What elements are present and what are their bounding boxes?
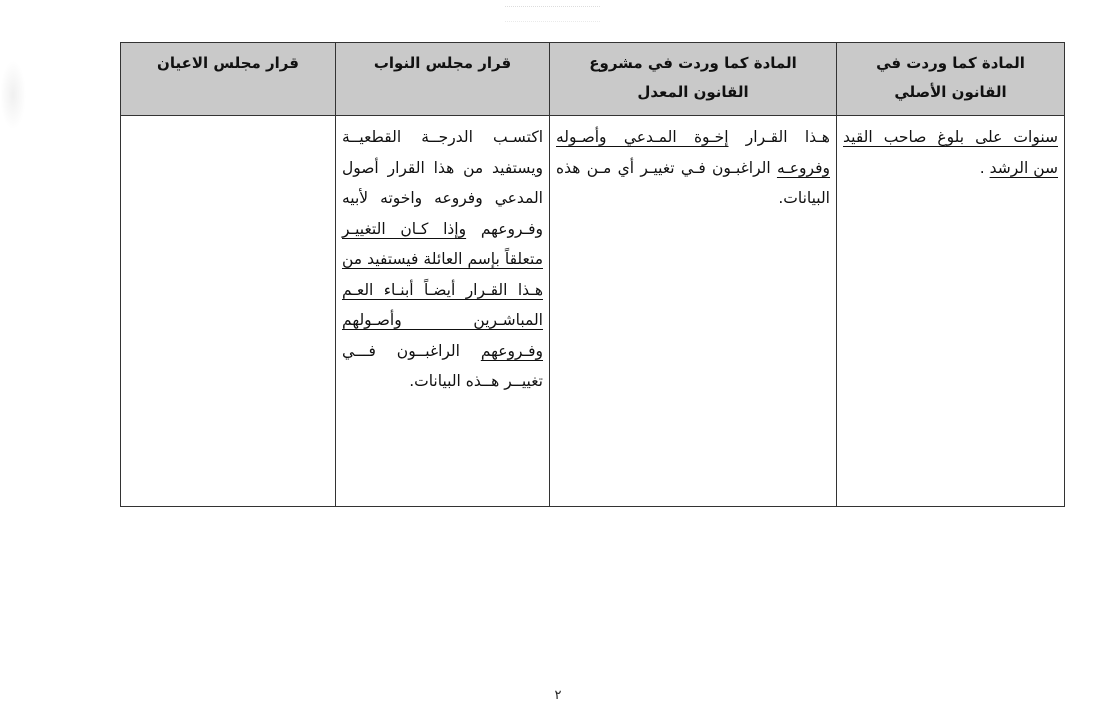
cell-senate-decision: [121, 116, 336, 507]
cell-draft-law: [550, 116, 837, 507]
header-senate-decision: قرار مجلس الاعيان: [121, 43, 336, 116]
draft-law-underlined: إخـوة المـدعي وأصـوله وفروعـه: [556, 128, 830, 177]
cell-original-law: [837, 116, 1065, 507]
page-number: ٢: [554, 688, 562, 703]
table-row: [121, 116, 1065, 507]
original-law-end: .: [979, 158, 990, 177]
original-law-underlined: سنوات على بلوغ صاحب القيد سن الرشد: [843, 128, 1058, 177]
draft-law-part-2: الراغبـون فـي تغييـر أي مـن هذه البيانات.: [556, 158, 830, 207]
deputies-underlined: وإذا كـان التغييـر متعلقاً بإسم العائلة فيستفيد من هـذا القـرار أيضـاً أبنـاء العـم المباشـرين وأصـولهم وفـروعهم: [342, 219, 543, 360]
cell-deputies-decision: [336, 116, 550, 507]
deputies-part-2: الراغبــون فـــي تغييــر هــذه البيانات.: [342, 341, 543, 390]
deputies-part-1: اكتسـب الدرجــة القطعيــة ويستفيد من هذا القرار أصول المدعي وفروعه واخوته لأبيه وفـروعهم: [342, 128, 544, 238]
table-header: [121, 43, 1065, 116]
header-deputies-decision: قرار مجلس النواب: [336, 43, 550, 116]
header-original-law: المادة كما وردت في القانون الأصلي: [837, 43, 1065, 116]
draft-law-part-1: هـذا القـرار: [728, 128, 830, 146]
header-row: [121, 43, 1065, 116]
scan-smudge: [0, 60, 26, 130]
comparison-table: [120, 42, 1065, 507]
scan-artifact: [505, 6, 600, 22]
header-draft-law: المادة كما وردت في مشروع القانون المعدل: [550, 43, 837, 116]
table-body: [121, 116, 1065, 507]
